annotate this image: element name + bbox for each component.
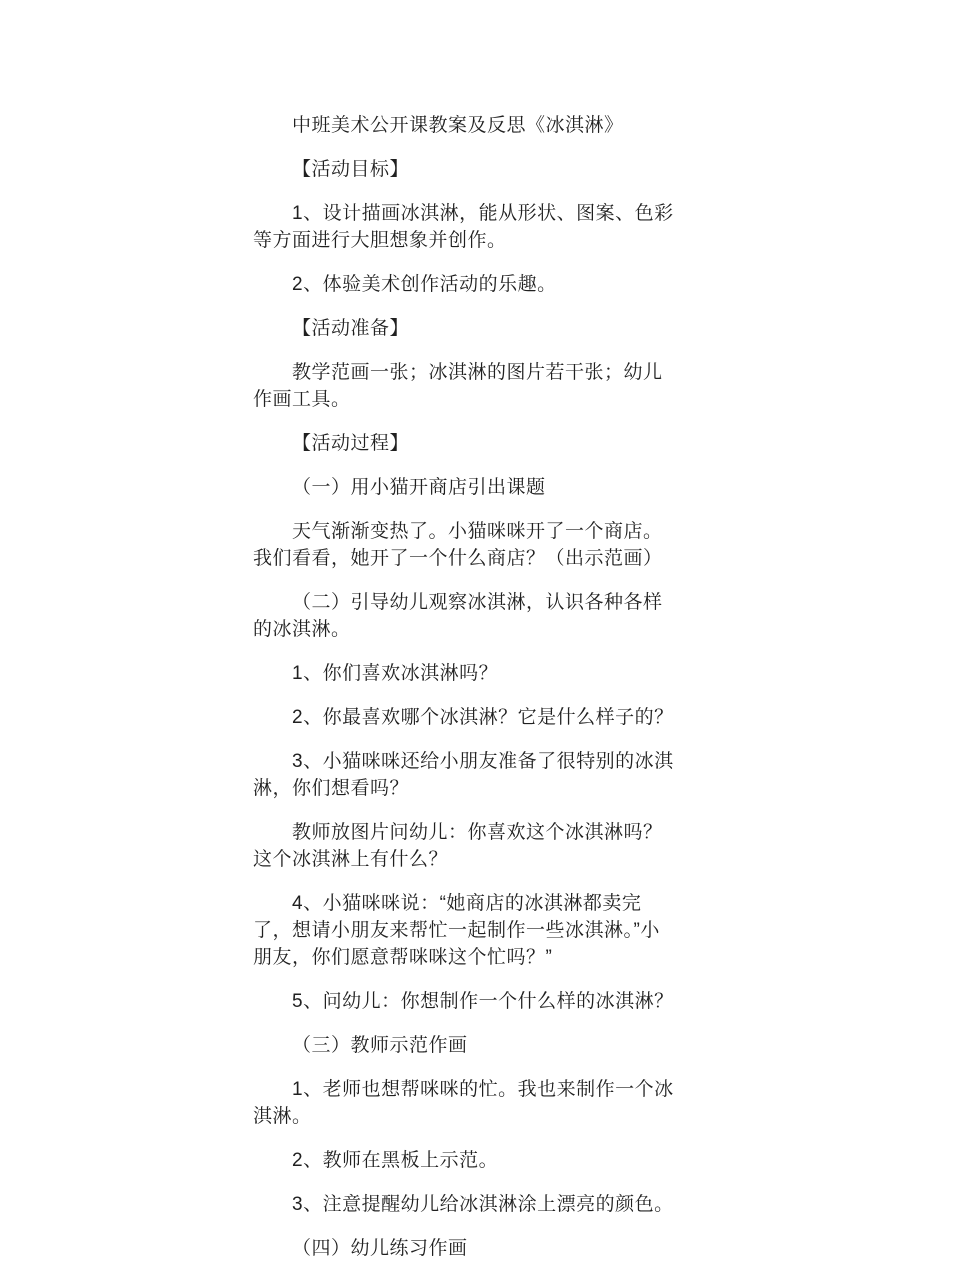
section-heading: [253, 156, 733, 183]
text-line: （二）引导幼儿观察冰淇淋，认识各种各样: [292, 592, 663, 613]
text-line: 教师放图片问幼儿：你喜欢这个冰淇淋吗？: [292, 822, 663, 843]
section-heading: [253, 430, 733, 457]
paragraph: [253, 704, 733, 731]
paragraph: [253, 890, 733, 971]
paragraph: [253, 748, 733, 802]
document-title: [253, 112, 733, 139]
paragraph: [253, 1076, 733, 1130]
text-line: 3、小猫咪咪还给小朋友准备了很特别的冰淇: [292, 751, 674, 772]
text-line: （一）用小猫开商店引出课题: [292, 477, 546, 498]
text-line: 【活动目标】: [292, 159, 410, 180]
text-line: 教学范画一张；冰淇淋的图片若干张；幼儿: [292, 362, 663, 383]
text-line: 这个冰淇淋上有什么？: [253, 849, 449, 870]
text-line: 2、体验美术创作活动的乐趣。: [292, 274, 557, 295]
paragraph: [253, 271, 733, 298]
paragraph: [253, 1032, 733, 1059]
text-line: 3、注意提醒幼儿给冰淇淋涂上漂亮的颜色。: [292, 1194, 674, 1215]
text-line: 4、小猫咪咪说：“她商店的冰淇淋都卖完: [292, 893, 642, 914]
text-line: 淋，你们想看吗？: [253, 778, 410, 799]
text-line: 1、你们喜欢冰淇淋吗？: [292, 663, 499, 684]
paragraph: [253, 1191, 733, 1218]
paragraph: [253, 988, 733, 1015]
paragraph: [253, 589, 733, 643]
paragraph: [253, 518, 733, 572]
text-line: 【活动准备】: [292, 318, 410, 339]
paragraph: [253, 819, 733, 873]
paragraph: [253, 200, 733, 254]
text-line: 作画工具。: [253, 389, 351, 410]
text-line: 【活动过程】: [292, 433, 410, 454]
text-line: 天气渐渐变热了。小猫咪咪开了一个商店。: [292, 521, 663, 542]
text-line: 2、教师在黑板上示范。: [292, 1150, 499, 1171]
text-line: 5、问幼儿：你想制作一个什么样的冰淇淋？: [292, 991, 674, 1012]
text-line: 2、你最喜欢哪个冰淇淋？它是什么样子的？: [292, 707, 674, 728]
text-line: 1、设计描画冰淇淋，能从形状、图案、色彩: [292, 203, 674, 224]
document-content: [253, 112, 733, 1279]
paragraph: [253, 660, 733, 687]
section-heading: [253, 315, 733, 342]
text-line: 我们看看，她开了一个什么商店？（出示范画）: [253, 548, 663, 569]
text-line: 1、老师也想帮咪咪的忙。我也来制作一个冰: [292, 1079, 674, 1100]
paragraph: [253, 474, 733, 501]
text-line: 了，想请小朋友来帮忙一起制作一些冰淇淋。”小: [253, 920, 660, 941]
text-line: 的冰淇淋。: [253, 619, 351, 640]
text-line: 等方面进行大胆想象并创作。: [253, 230, 507, 251]
paragraph: [253, 359, 733, 413]
text-line: 淇淋。: [253, 1106, 312, 1127]
text-line: （三）教师示范作画: [292, 1035, 468, 1056]
text-line: 朋友，你们愿意帮咪咪这个忙吗？”: [253, 947, 553, 968]
text-line: （四）幼儿练习作画: [292, 1238, 468, 1259]
paragraph: [253, 1147, 733, 1174]
text-line: 中班美术公开课教案及反思《冰淇淋》: [292, 115, 624, 136]
paragraph: [253, 1235, 733, 1262]
